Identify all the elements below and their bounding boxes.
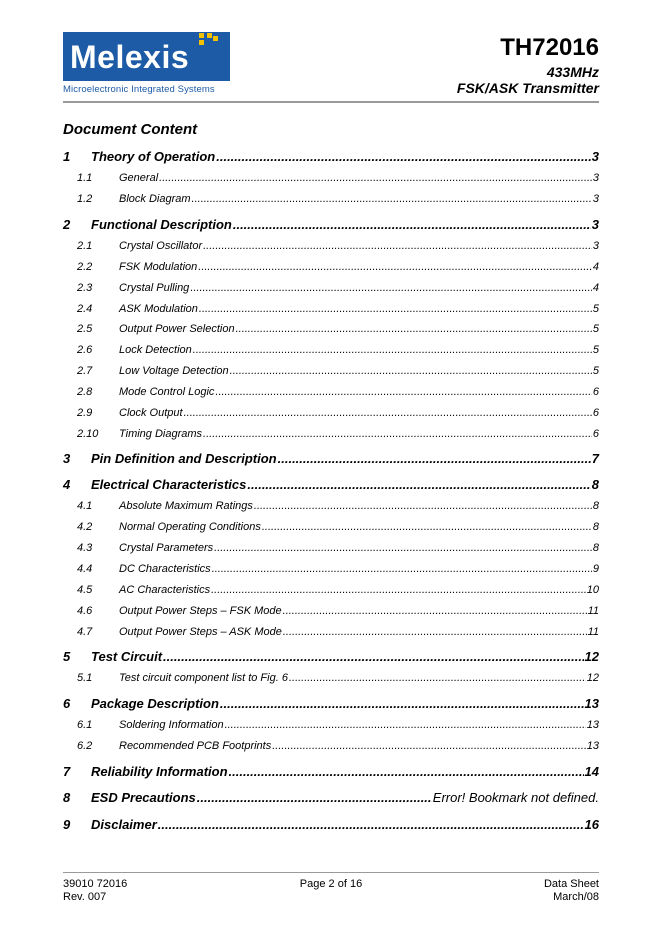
toc-title: Pin Definition and Description <box>91 451 277 466</box>
footer-page-number: Page 2 of 16 <box>299 878 363 890</box>
toc-number: 4.6 <box>77 605 93 617</box>
toc-number: 7 <box>63 764 71 779</box>
toc-page: 5 <box>592 344 599 356</box>
product-frequency: 433MHz <box>546 64 599 80</box>
footer-revision: Rev. 007 <box>63 891 107 903</box>
toc-number: 5.1 <box>77 672 93 684</box>
toc-page: 8 <box>592 521 599 533</box>
toc-page: 8 <box>592 542 599 554</box>
toc-number: 2.8 <box>77 386 93 398</box>
toc-page: 4 <box>592 261 599 273</box>
toc-leader <box>272 740 586 752</box>
toc-leader <box>215 386 591 398</box>
toc-entry[interactable] <box>63 719 599 731</box>
toc-page: 5 <box>592 303 599 315</box>
toc-title: Electrical Characteristics <box>91 477 247 492</box>
toc-title: Output Power Selection <box>119 323 235 335</box>
toc-entry[interactable] <box>63 282 599 294</box>
toc-title: Crystal Pulling <box>119 282 190 294</box>
toc-page: 13 <box>584 696 599 711</box>
toc-page: 12 <box>586 672 599 684</box>
logo-tagline: Microelectronic Integrated Systems <box>63 84 215 95</box>
toc-leader <box>229 764 584 779</box>
toc-leader <box>214 542 592 554</box>
document-content-heading: Document Content <box>63 121 198 138</box>
toc-leader <box>198 261 592 273</box>
toc-page: 3 <box>591 217 599 232</box>
toc-leader <box>236 323 592 335</box>
toc-entry[interactable] <box>63 626 599 638</box>
logo-dots-icon <box>199 33 219 47</box>
toc-number: 2 <box>63 217 71 232</box>
toc-entry[interactable] <box>63 261 599 273</box>
toc-entry[interactable] <box>63 790 599 805</box>
toc-title: Low Voltage Detection <box>119 365 229 377</box>
toc-page: 5 <box>592 365 599 377</box>
toc-page: 13 <box>586 719 599 731</box>
toc-leader <box>283 605 587 617</box>
toc-leader <box>216 149 591 164</box>
toc-number: 1 <box>63 149 71 164</box>
toc-number: 4.2 <box>77 521 93 533</box>
toc-entry[interactable] <box>63 740 599 752</box>
toc-page: 6 <box>592 386 599 398</box>
toc-title: ESD Precautions <box>91 790 196 805</box>
toc-entry[interactable] <box>63 605 599 617</box>
toc-leader <box>230 365 592 377</box>
toc-entry[interactable] <box>63 172 599 184</box>
toc-title: Disclaimer <box>91 817 157 832</box>
toc-number: 2.6 <box>77 344 93 356</box>
toc-leader <box>278 451 591 466</box>
toc-page: 9 <box>592 563 599 575</box>
toc-title: Functional Description <box>91 217 232 232</box>
toc-page: 3 <box>592 193 599 205</box>
toc-leader <box>190 282 592 294</box>
toc-entry[interactable] <box>63 672 599 684</box>
toc-entry[interactable] <box>63 563 599 575</box>
toc-title: Lock Detection <box>119 344 192 356</box>
product-subtitle: FSK/ASK Transmitter <box>456 80 599 96</box>
toc-title: General <box>119 172 159 184</box>
toc-entry[interactable] <box>63 323 599 335</box>
toc-entry[interactable] <box>63 303 599 315</box>
toc-number: 6.1 <box>77 719 93 731</box>
toc-entry[interactable] <box>63 193 599 205</box>
toc-leader <box>289 672 586 684</box>
toc-number: 4.4 <box>77 563 93 575</box>
toc-leader <box>211 584 586 596</box>
toc-entry[interactable] <box>63 240 599 252</box>
toc-entry[interactable] <box>63 542 599 554</box>
toc-title: Normal Operating Conditions <box>119 521 261 533</box>
toc-title: DC Characteristics <box>119 563 211 575</box>
footer-divider <box>63 872 599 873</box>
toc-title: ASK Modulation <box>119 303 198 315</box>
toc-leader <box>212 563 592 575</box>
toc-entry[interactable] <box>63 477 599 492</box>
toc-entry[interactable] <box>63 584 599 596</box>
toc-title: Crystal Parameters <box>119 542 214 554</box>
toc-number: 1.2 <box>77 193 93 205</box>
toc-leader <box>220 696 584 711</box>
toc-number: 6 <box>63 696 71 711</box>
toc-title: Absolute Maximum Ratings <box>119 500 253 512</box>
toc-entry[interactable] <box>63 500 599 512</box>
toc-title: Package Description <box>91 696 219 711</box>
toc-page: 14 <box>584 764 599 779</box>
toc-number: 4 <box>63 477 71 492</box>
toc-title: Recommended PCB Footprints <box>119 740 272 752</box>
toc-entry[interactable] <box>63 428 599 440</box>
toc-title: AC Characteristics <box>119 584 211 596</box>
toc-leader <box>197 790 432 805</box>
toc-page: 16 <box>584 817 599 832</box>
toc-leader <box>283 626 587 638</box>
toc-page: 3 <box>592 240 599 252</box>
toc-leader <box>233 217 591 232</box>
toc-number: 2.3 <box>77 282 93 294</box>
footer-doc-type: Data Sheet <box>543 878 599 890</box>
toc-title: Crystal Oscillator <box>119 240 203 252</box>
toc-number: 6.2 <box>77 740 93 752</box>
toc-page-error: Error! Bookmark not defined. <box>432 790 599 805</box>
toc-page: 6 <box>592 428 599 440</box>
toc-number: 2.5 <box>77 323 93 335</box>
toc-title: Output Power Steps – FSK Mode <box>119 605 282 617</box>
toc-entry[interactable] <box>63 344 599 356</box>
toc-leader <box>247 477 590 492</box>
toc-number: 4.7 <box>77 626 93 638</box>
toc-leader <box>158 817 584 832</box>
toc-title: Theory of Operation <box>91 149 216 164</box>
toc-leader <box>199 303 592 315</box>
toc-entry[interactable] <box>63 817 599 832</box>
toc-entry[interactable] <box>63 365 599 377</box>
toc-title: Reliability Information <box>91 764 228 779</box>
toc-title: Test circuit component list to Fig. 6 <box>119 672 288 684</box>
toc-page: 8 <box>592 500 599 512</box>
toc-entry[interactable] <box>63 521 599 533</box>
toc-number: 2.1 <box>77 240 93 252</box>
toc-title: Soldering Information <box>119 719 224 731</box>
toc-leader <box>203 240 592 252</box>
toc-page: 12 <box>584 649 599 664</box>
toc-page: 7 <box>591 451 599 466</box>
toc-leader <box>163 649 584 664</box>
toc-entry[interactable] <box>63 649 599 664</box>
toc-entry[interactable] <box>63 407 599 419</box>
header-divider <box>63 101 599 103</box>
toc-page: 10 <box>586 584 599 596</box>
toc-page: 13 <box>586 740 599 752</box>
toc-leader <box>192 193 592 205</box>
toc-number: 2.7 <box>77 365 93 377</box>
footer-right <box>544 878 599 904</box>
toc-number: 5 <box>63 649 71 664</box>
toc-number: 4.5 <box>77 584 93 596</box>
toc-leader <box>262 521 592 533</box>
toc-title: Mode Control Logic <box>119 386 215 398</box>
toc-number: 2.2 <box>77 261 93 273</box>
toc-page: 11 <box>587 626 599 638</box>
product-title: TH72016 <box>500 34 599 61</box>
toc-number: 8 <box>63 790 71 805</box>
toc-title: Timing Diagrams <box>119 428 203 440</box>
toc-leader <box>193 344 592 356</box>
logo-box <box>63 32 230 81</box>
toc-page: 5 <box>592 323 599 335</box>
toc-entry[interactable] <box>63 764 599 779</box>
toc-leader <box>184 407 592 419</box>
toc-entry[interactable] <box>63 451 599 466</box>
toc-leader <box>225 719 586 731</box>
toc-leader <box>159 172 592 184</box>
toc-page: 3 <box>591 149 599 164</box>
toc-title: Test Circuit <box>91 649 163 664</box>
footer-date: March/08 <box>553 891 599 903</box>
toc-number: 9 <box>63 817 71 832</box>
toc-number: 3 <box>63 451 71 466</box>
toc-title: Clock Output <box>119 407 183 419</box>
toc-leader <box>254 500 592 512</box>
toc-entry[interactable] <box>63 149 599 164</box>
toc-number: 2.10 <box>77 428 99 440</box>
toc-entry[interactable] <box>63 217 599 232</box>
toc-title: Output Power Steps – ASK Mode <box>119 626 282 638</box>
toc-title: Block Diagram <box>119 193 191 205</box>
footer-doc-number: 39010 72016 <box>63 878 128 890</box>
toc-title: FSK Modulation <box>119 261 198 273</box>
logo-wordmark: Melexis <box>70 39 190 75</box>
toc-number: 2.4 <box>77 303 93 315</box>
toc-entry[interactable] <box>63 386 599 398</box>
toc-entry[interactable] <box>63 696 599 711</box>
toc-leader <box>203 428 592 440</box>
toc-page: 11 <box>587 605 599 617</box>
toc-page: 8 <box>591 477 599 492</box>
melexis-logo <box>63 32 230 94</box>
toc-page: 6 <box>592 407 599 419</box>
toc-number: 4.1 <box>77 500 93 512</box>
toc-page: 3 <box>592 172 599 184</box>
toc-number: 4.3 <box>77 542 93 554</box>
toc-page: 4 <box>592 282 599 294</box>
toc-number: 1.1 <box>77 172 93 184</box>
toc-number: 2.9 <box>77 407 93 419</box>
